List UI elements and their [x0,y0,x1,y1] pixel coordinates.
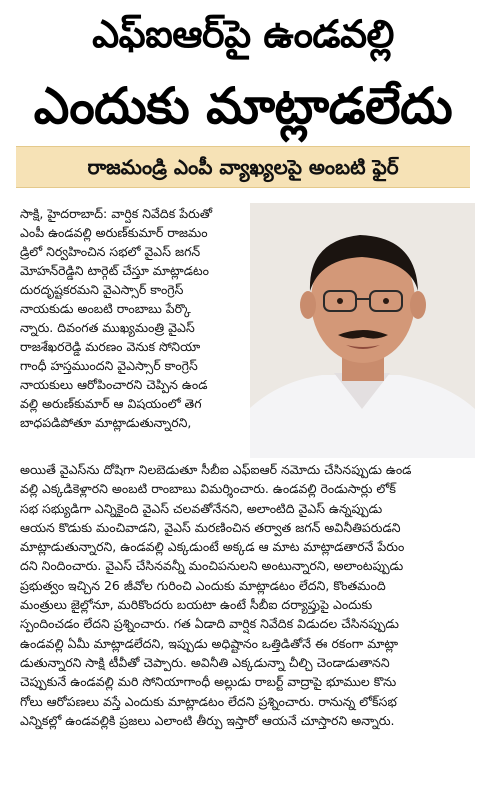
body-line: ఆయన కొడుకు మంచివాడని, వైఎస్ మరణించిన తర్వాత జగన్ అవినీతిపరుడని [20,519,401,535]
body-line: దురదృష్టకరమని వైఎస్సార్ కాంగ్రెస్ [20,282,184,297]
body-line: సభ సభ్యుడిగా ఎన్నికైంది వైఎస్ చలవతోనేనని, అలాంటిది వైఎస్ ఉన్నప్పుడు [20,500,383,516]
portrait-photo [250,203,475,458]
portrait-illustration [250,203,475,458]
body-line: అయితే వైఎస్‌ను దోషిగా నిలబెడుతూ సీబీఐ ఎఫ్‌ఐఆర్ నమోదు చేసినప్పుడు ఉండ [20,462,412,477]
body-line: మోహన్‌రెడ్డిని టార్గెట్ చేస్తూ మాట్లాడటం [20,263,209,278]
body-line: డుతున్నారని సాక్షి టీవీతో చెప్పారు. అవినీతి ఎక్కడున్నా చీల్చి చెండాడుతానని [20,654,390,670]
body-line: నాయకుడు అంబటి రాంబాబు పేర్కొ [20,301,191,316]
body-line: నాయకులు ఆరోపించారని చెప్పిన ఉండ [20,377,208,392]
body-full-width-text [20,460,472,730]
body-line: వల్లి అరుణ్‌కుమార్ ఆ విషయంలో తెగ [20,396,202,411]
body-line: దని నిందించారు. వైఎస్ చేసినవన్నీ మంచిపనులని అంటున్నారని, అలాంటప్పుడు [20,558,404,574]
body-line: న్నారు. దివంగత ముఖ్యమంత్రి వైఎస్ [20,320,195,335]
body-line: స్పందించడం లేదని ప్రశ్నించారు. గత ఏడాది వార్షిక నివేదిక విడుదల చేసినప్పుడు [20,616,399,632]
body-line: ప్రభుత్వం ఇచ్చిన 26 జీవోల గురించి ఎందుకు మాట్లాడటం లేదని, కొంతమంది [20,577,386,593]
body-line: చెప్పుకునే ఉండవల్లి మరి సోనియాగాంధీ అల్లుడు రాబర్ట్ వాద్రాపై భూముల కొను [20,674,397,690]
body-column-text [20,204,245,432]
body-line: బాధపడిపోతూ మాట్లాడుతున్నారని, [20,415,192,430]
body-line: రాజశేఖరరెడ్డి మరణం వెనుక సోనియా [20,339,201,354]
subheadline-banner [16,146,470,188]
body-line: వల్లి ఎక్కడికెళ్లారని అంబటి రాంబాబు విమర్శించారు. ఉండవల్లి రెండుసార్లు లోక్ [20,481,396,497]
headline-line-1: ఎఫ్‌ఐఆర్‌పై ఉండవల్లి [92,12,394,56]
body-line: మాట్లాడుతున్నారని, ఉండవల్లి ఎక్కడుంటే అక్కడ ఆ మాట మాట్లాడతారనే పేరుం [20,539,405,555]
body-line: మంత్రులు జైల్లోనూ, మరికొందరు బయటా ఉంటే సీబీఐ దర్యాప్తుపై ఎందుకు [20,597,373,613]
body-line: డ్రిలో నిర్వహించిన సభలో వైఎస్ జగన్ [20,244,201,259]
subheadline: రాజమండ్రి ఎంపీ వ్యాఖ్యలపై అంబటి ఫైర్ [87,155,399,179]
body-line: ఎంపీ ఉండవల్లి అరుణ్‌కుమార్ రాజమం [20,225,208,240]
body-line: ఎన్నికల్లో ఉండవల్లికి ప్రజలు ఎలాంటి తీర్పు ఇస్తారో ఆయనే చూస్తారని అన్నారు. [20,712,395,728]
body-line: సాక్షి, హైదరాబాద్: వార్షిక నివేదిక పేరుతో [20,206,213,221]
body-line: ఉండవల్లి ఏమీ మాట్లాడలేదని, ఇప్పుడు అధిష్టానం ఒత్తిడితోనే ఈ రకంగా మాట్లా [20,635,399,651]
body-line: గోలు ఆరోపణలు వస్తే ఎందుకు మాట్లాడటం లేదని ప్రశ్నించారు. రానున్న లోక్‌సభ [20,693,397,709]
body-line: గాంధీ హస్తముందని వైఎస్సార్ కాంగ్రెస్ [20,358,198,373]
headline-line-2: ఎందుకు మాట్లాడలేదు [33,77,453,135]
